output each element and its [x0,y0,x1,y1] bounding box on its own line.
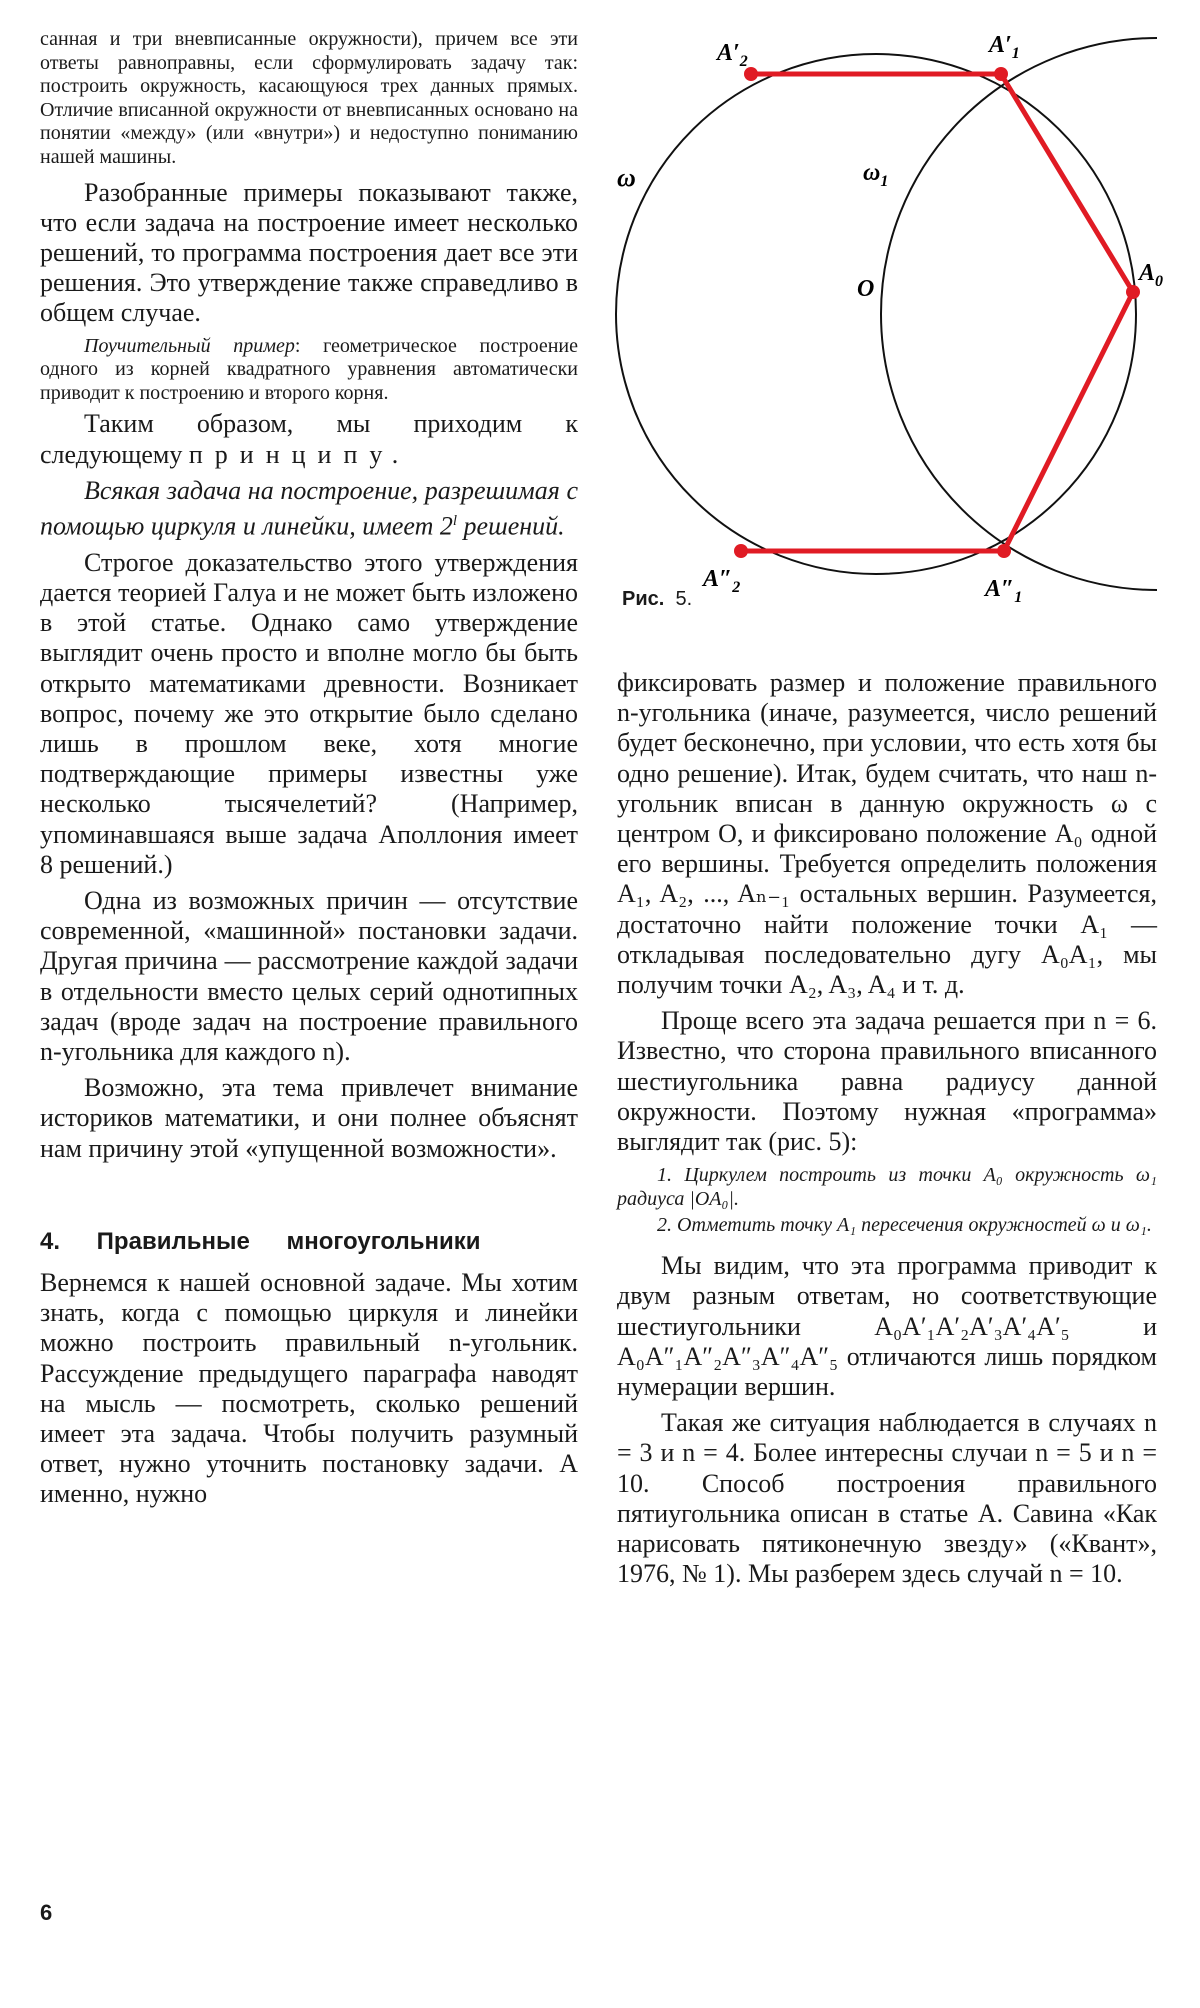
label-a0: $A_0$ [1139,260,1164,290]
paragraph: санная и три вневписанные окружности), причем все эти ответы равноправны, если сформулировать задачу так: построить окружность, касающуюся трех данных прямых. Отличие вписанной окружности от вневписанных основано на понятии «между» (или «внутри») и недоступно пониманию нашей машины. [40,28,578,168]
paragraph: Разобранные примеры показывают также, что если задача на построение имеет несколько решений, то программа построения дает все эти решения. Это утверждение также справедливо в общем случае. [40,177,578,328]
figure-caption [622,588,692,611]
section-heading: 4. Правильные многоугольники [40,1227,481,1255]
principle-text: Всякая задача на построение, разрешимая с помощью циркуля и линейки, имеет 2 [40,475,578,541]
point-a0 [1126,285,1140,299]
program-step-1: 1. Циркулем построить из точки A₀ окружность ω₁ радиуса |OA₀|. [617,1164,1157,1211]
label-a2-prime: $A'_2$ [717,40,748,70]
point-a1-double-prime [997,544,1011,558]
circle-omega [616,54,1136,574]
program-step-2: 2. Отметить точку A₁ пересечения окружностей ω и ω₁. [657,1214,1152,1237]
paragraph-text: Таким образом, мы приходим к следующему [40,409,578,469]
paragraph: фиксировать размер и положение правильного n-угольника (иначе, разумеется, число решений будет бесконечно, при условии, что есть хотя бы одно решение). Итак, будем считать, что наш n-угольник вписан в данную окружность ω с центром O, и фиксировано положение A₀ одной его вершины. Требуется определить положения A₁, A₂, ..., Aₙ₋₁ остальных вершин. Разумеется, достаточно найти положение точки A₁ — откладывая последовательно дугу A₀A₁, мы получим точки A₂, A₃, A₄ и т. д. [617,668,1157,1000]
spaced-word: принципу. [188,439,411,469]
paragraph: Строгое доказательство этого утверждения дается теорией Галуа и не может быть изложено в этой статье. Однако само утверждение выглядит очень просто и вполне могло бы быть открыто математиками древности. Возникает вопрос, почему же это открытие было сделано лишь в прошлом веке, хотя многие подтверждающие примеры известны уже несколько тысячелетий? (Например, упоминавшаяся выше задача Аполлония имеет 8 решений.) [40,547,578,879]
label-omega1: $\omega_1$ [863,160,889,190]
principle [40,476,578,542]
point-a2-double-prime [734,544,748,558]
point-a1-prime [994,67,1008,81]
caption-label: Рис. [622,588,665,610]
page-number: 6 [40,1900,53,1925]
paragraph [40,409,578,469]
example-label: Поучительный пример [84,334,295,357]
right-column [617,668,1157,1595]
principle-exponent: l [452,512,458,529]
example-text: : геометрическое построение одного из корней квадратного уравнения автоматически приводит к построению и второго корня. [40,334,578,404]
label-a2-double-prime: $A''_2$ [703,566,741,596]
paragraph: Мы видим, что эта программа приводит к двум разным ответам, но соответствующие шестиугольники A₀A′₁A′₂A′₃A′₄A′₅ и A₀A″₁A″₂A″₃A″₄A″₅ отличаются лишь порядком нумерации вершин. [617,1251,1157,1402]
circle-omega1 [881,38,1157,590]
caption-number: 5. [675,588,693,610]
principle-end: решений. [457,511,565,541]
paragraph: Проще всего эта задача решается при n = 6. Известно, что сторона правильного вписанного шестиугольника равна радиусу данной окружности. Поэтому нужная «программа» выглядит так (рис. 5): [617,1006,1157,1157]
paragraph: Такая же ситуация наблюдается в случаях n = 3 и n = 4. Более интересны случаи n = 5 и n = 10. Способ построения правильного пятиугольника описан в статье А. Савина «Как нарисовать пятиконечную звезду» («Квант», 1976, № 1). Мы разберем здесь случай n = 10. [617,1408,1157,1589]
label-center-o: O [857,276,875,302]
figure-5 [617,24,1164,664]
paragraph: Вернемся к нашей основной задаче. Мы хотим знать, когда с помощью циркуля и линейки можно построить правильный n-угольник. Рассуждение предыдущего параграфа наводят на мысль — посмотреть, сколько решений имеет эта задача. Чтобы получить разумный ответ, нужно уточнить постановку задачи. А именно, нужно [40,1267,578,1509]
left-column [40,28,578,1516]
paragraph: Возможно, эта тема привлечет внимание историков математики, и они полнее объяснят нам причину этой «упущенной возможности». [40,1073,578,1163]
paragraph: Одна из возможных причин — отсутствие современной, «машинной» постановки задачи. Другая причина — рассмотрение каждой задачи в отдельности вместо целых серий однотипных задач (вроде задач на построение правильного n-угольника для каждого n). [40,886,578,1067]
label-a1-double-prime: $A''_1$ [985,576,1023,606]
paragraph [40,335,578,406]
label-a1-prime: $A'_1$ [989,32,1020,62]
label-omega: ω [617,163,636,192]
